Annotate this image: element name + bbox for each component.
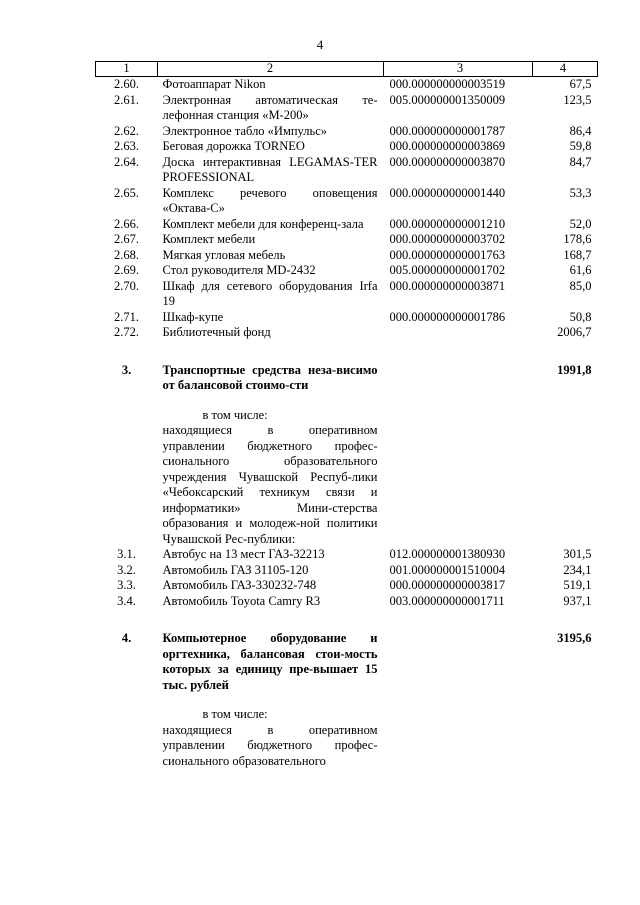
item-name: Электронная автоматическая те-лефонная станция «М-200» [162,92,378,122]
table-row [96,77,598,93]
row-number: 2.63. [114,139,139,153]
row-number: 2.66. [114,216,139,231]
including-label: в том числе: [202,407,268,422]
row-number: 2.70. [114,278,139,293]
item-name: Автобус на 13 мест ГАЗ-32213 [162,547,325,561]
row-number: 2.67. [114,232,139,246]
row-spacer [96,341,598,363]
item-name: Автомобиль Toyota Camry R3 [162,593,321,608]
inventory-code: 000.000000000001763 [389,247,506,262]
inventory-code: 000.000000000003519 [389,77,506,91]
row-number: 3.1. [117,547,136,561]
inventory-code: 000.000000000003870 [389,154,506,169]
inventory-code: 000.000000000003871 [389,278,506,293]
inventory-code: 000.000000000001210 [389,216,506,231]
section-title: Компьютерное оборудование и оргтехника, балансовая стои-мость которых за единицу пре-вышает 15 тыс. рублей [162,631,378,692]
row-number: 2.68. [114,247,139,262]
item-value: 50,8 [569,309,592,324]
row-number: 2.61. [114,92,139,107]
row-spacer [96,394,598,408]
item-value: 61,6 [569,263,592,277]
table-row [96,217,598,233]
table-row [96,232,598,248]
row-spacer [96,609,598,631]
asset-table [95,61,598,769]
item-value: 123,5 [563,92,592,107]
inventory-code: 012.000000001380930 [389,547,506,561]
item-value: 234,1 [563,562,592,577]
item-value: 178,6 [563,232,592,246]
inventory-code: 005.000000000001702 [389,263,506,277]
table-header-row [96,62,598,77]
item-value: 168,7 [563,247,592,262]
section-number: 3. [121,362,132,377]
page-number: 4 [316,37,324,52]
item-name: Электронное табло «Импульс» [162,123,327,138]
item-name: Фотоаппарат Nikon [162,77,266,91]
column-header-4: 4 [533,62,598,77]
section-number: 4. [121,631,132,645]
column-header-3: 3 [384,62,533,77]
item-value: 85,0 [569,278,592,293]
table-body [96,77,598,770]
inventory-code: 000.000000000003869 [389,139,506,153]
row-number: 2.62. [114,123,139,138]
table-row [96,325,598,341]
item-name: Стол руководителя MD-2432 [162,263,316,277]
row-number: 2.69. [114,263,139,277]
item-value: 52,0 [569,216,592,231]
item-value: 301,5 [563,547,592,561]
column-header-2: 2 [158,62,384,77]
item-value: 53,3 [569,185,592,200]
inventory-code: 000.000000000003702 [389,232,506,246]
section-row [96,363,598,394]
item-name: Беговая дорожка TORNEO [162,139,305,153]
description-row [96,423,598,547]
inventory-code: 000.000000000001787 [389,123,506,138]
table-row [96,186,598,217]
item-value: 2006,7 [557,325,592,339]
item-name: Автомобиль ГАЗ-330232-748 [162,578,317,592]
including-row [96,707,598,723]
item-name: Шкаф-купе [162,309,224,324]
table-row [96,248,598,264]
table-row [96,563,598,579]
table-row [96,139,598,155]
column-header-1: 1 [96,62,158,77]
inventory-code: 005.000000001350009 [389,92,506,107]
including-label: в том числе: [202,707,268,721]
including-row [96,408,598,424]
row-number: 2.65. [114,185,139,200]
row-number: 3.4. [117,593,136,608]
row-number: 2.71. [114,309,139,324]
item-name: Комплект мебели для конференц-зала [162,216,364,231]
section-total: 1991,8 [557,362,592,377]
item-name: Шкаф для сетевого оборудования Irfa 19 [162,278,378,308]
item-value: 519,1 [563,578,592,592]
section-row [96,631,598,693]
item-name: Доска интерактивная LEGAMAS-TER PROFESSIONAL [162,154,378,184]
item-value: 59,8 [569,139,592,153]
item-value: 67,5 [569,77,592,91]
section-description: находящиеся в оперативном управлении бюджетного профес-сионального образовательного [162,722,378,768]
item-value: 86,4 [569,123,592,138]
inventory-code: 003.000000000001711 [389,593,505,608]
item-name: Комплект мебели [162,232,256,246]
table-row [96,93,598,124]
section-title: Транспортные средства неза-висимо от балансовой стоимо-сти [162,362,378,392]
section-total: 3195,6 [557,631,592,645]
table-row [96,547,598,563]
row-number: 2.72. [114,325,139,339]
item-name: Библиотечный фонд [162,325,271,339]
item-name: Комплекс речевого оповещения «Октава-С» [162,185,378,215]
row-number: 2.60. [114,77,139,91]
inventory-code: 000.000000000003817 [389,578,506,592]
inventory-code: 000.000000000001786 [389,309,506,324]
table-row [96,310,598,326]
row-number: 3.2. [117,562,136,577]
section-description: находящиеся в оперативном управлении бюджетного профес-сионального образовательного учреждения Чувашской Респуб-лики «Чебоксарский техникум связи и информатики» Мини-стерства образования и молодеж-ной политики Чувашской Рес-публики: [162,423,378,546]
inventory-code: 000.000000000001440 [389,185,506,200]
table-row [96,155,598,186]
item-value: 937,1 [563,593,592,608]
description-row [96,723,598,770]
table-row [96,263,598,279]
table-row [96,578,598,594]
table-row [96,124,598,140]
item-name: Автомобиль ГАЗ 31105-120 [162,562,309,577]
item-name: Мягкая угловая мебель [162,247,286,262]
inventory-code: 001.000000001510004 [389,562,506,577]
inventory-code [384,325,533,341]
item-value: 84,7 [569,154,592,169]
row-spacer [96,693,598,707]
table-row [96,279,598,310]
table-row [96,594,598,610]
row-number: 3.3. [117,578,136,592]
row-number: 2.64. [114,154,139,169]
